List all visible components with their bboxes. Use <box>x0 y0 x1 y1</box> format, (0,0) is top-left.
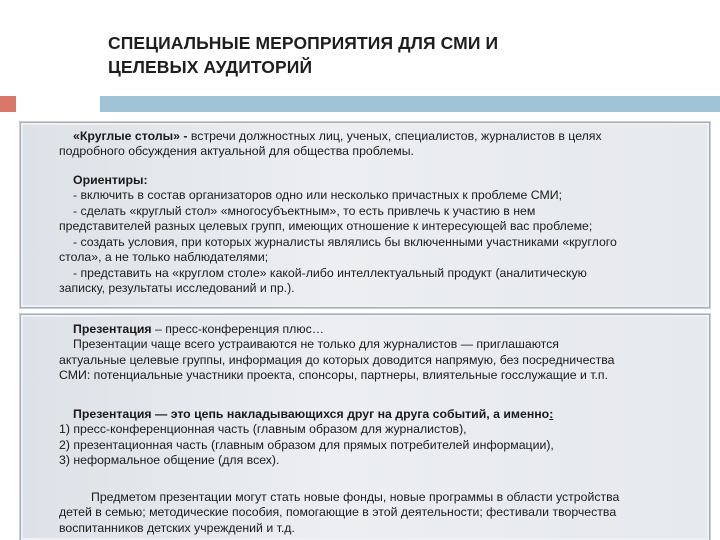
presentation-paragraph-line: актуальные целевые группы, информация до которых доводится напрямую, без посредничества <box>59 353 615 367</box>
slide-title-line-2: ЦЕЛЕВЫХ АУДИТОРИЙ <box>108 57 313 77</box>
guideline-line: - создать условия, при которых журналисты являлись бы включенными участниками «круглого <box>73 235 617 249</box>
guideline-line: записку, результаты исследований и пр.). <box>59 281 295 295</box>
presentation-paragraph-line: Презентации чаще всего устраиваются не только для журналистов — приглашаются <box>73 337 559 351</box>
presentation-subject-line: воспитанников детских учреждений и т.д. <box>59 521 295 535</box>
guideline-line: - включить в состав организаторов одно или несколько причастных к проблеме СМИ; <box>73 188 562 202</box>
accent-bar <box>100 96 720 112</box>
guideline-line: - представить на «круглом столе» какой-либо интеллектуальный продукт (аналитическую <box>73 266 587 280</box>
presentation-chain-heading-colon: : <box>549 407 554 421</box>
round-tables-definition-line-1 <box>73 129 602 144</box>
round-tables-definition-start: встречи должностных лиц, ученых, специалистов, журналистов в целях <box>187 129 602 143</box>
round-tables-definition-line-2: подробного обсуждения актуальной для общества проблемы. <box>59 144 414 158</box>
guidelines-heading: Ориентиры: <box>73 173 148 187</box>
presentation-list-item: 1) пресс-конференционная часть (главным образом для журналистов), <box>59 422 467 436</box>
presentation-term: Презентация <box>73 322 152 336</box>
presentation-list-item: 3) неформальное общение (для всех). <box>59 453 280 467</box>
accent-marker <box>0 96 16 112</box>
round-tables-term: «Круглые столы» - <box>73 129 188 143</box>
presentation-intro <box>73 322 324 337</box>
presentation-term-rest: – пресс-конференция плюс… <box>151 322 325 336</box>
presentation-panel <box>20 314 710 540</box>
presentation-subject-line: детей в семью; методические пособия, помогающие в этой деятельности; фестивали творчества <box>59 505 617 519</box>
presentation-chain-heading <box>73 407 553 422</box>
slide-title <box>108 31 668 79</box>
presentation-list-item: 2) презентационная часть (главным образом для прямых потребителей информации), <box>59 438 554 452</box>
presentation-subject-line: Предметом презентации могут стать новые фонды, новые программы в области устройства <box>91 490 620 504</box>
guideline-line: - сделать «круглый стол» «многосубъектным», то есть привлечь к участию в нем <box>73 204 536 218</box>
round-tables-panel <box>20 122 710 308</box>
presentation-paragraph-line: СМИ: потенциальные участники проекта, спонсоры, партнеры, влиятельные госслужащие и т.п. <box>59 368 609 382</box>
slide-title-line-1: СПЕЦИАЛЬНЫЕ МЕРОПРИЯТИЯ ДЛЯ СМИ И <box>108 33 499 53</box>
guideline-line: представителей разных целевых групп, имеющих отношение к интересующей вас проблеме; <box>59 219 593 233</box>
guideline-line: стола», а не только наблюдателями; <box>59 250 269 264</box>
presentation-chain-heading-text: Презентация — это цепь накладывающихся друг на друга событий, а именно <box>73 407 550 421</box>
